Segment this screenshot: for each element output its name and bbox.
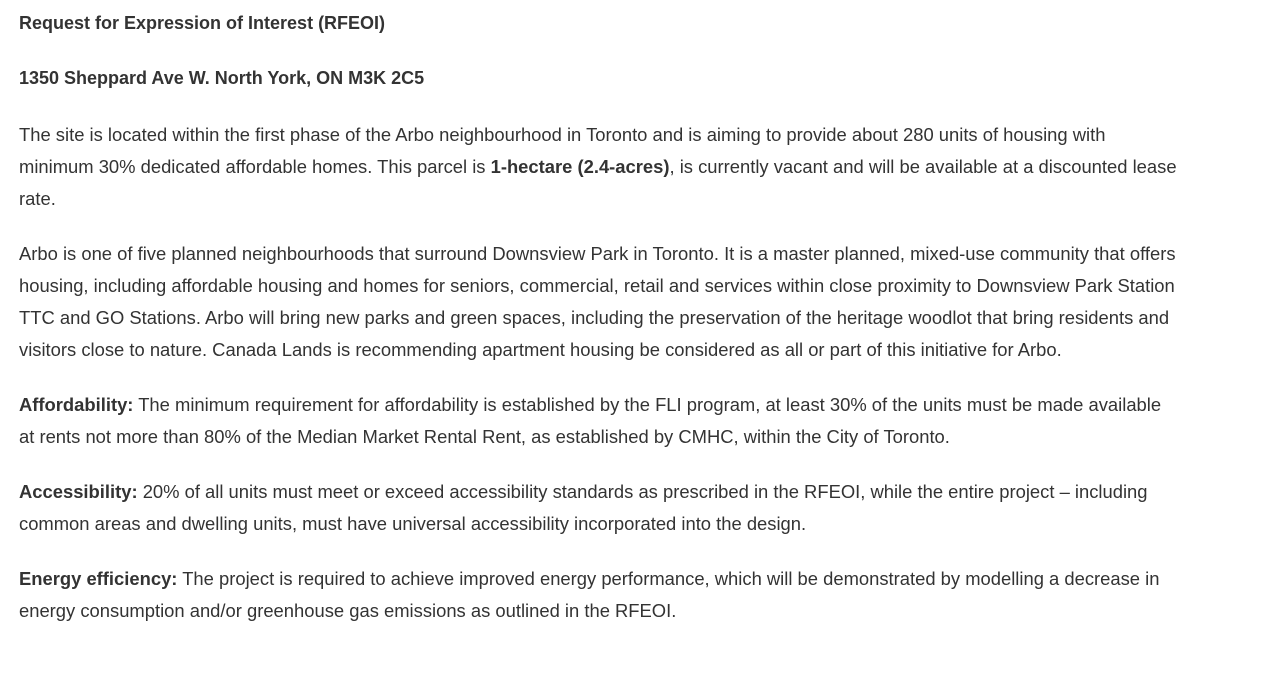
site-address: 1350 Sheppard Ave W. North York, ON M3K 2C5	[19, 68, 425, 88]
affordability-paragraph	[19, 389, 1179, 453]
parcel-size: 1-hectare (2.4-acres)	[490, 156, 670, 177]
energy-text: The project is required to achieve improved energy performance, which will be demonstrated by modelling a decrease in energy consumption and/or greenhouse gas emissions as outlined in the RFEOI.	[19, 568, 1160, 621]
intro-text-start: The site is located within the first phase of the Arbo neighbourhood in Toronto and is aiming to provide about 280 units of housing with minimum 30% dedicated affordable homes. This parcel is	[19, 124, 1106, 177]
accessibility-paragraph	[19, 476, 1179, 540]
document-body	[19, 9, 1179, 650]
page-title: Request for Expression of Interest (RFEOI)	[19, 13, 386, 33]
accessibility-label: Accessibility:	[19, 481, 138, 502]
intro-text-end: , is currently vacant and will be available at a discounted lease rate.	[19, 156, 1177, 209]
accessibility-text: 20% of all units must meet or exceed accessibility standards as prescribed in the RFEOI, while the entire project – including common areas and dwelling units, must have universal accessibility incorporated into the design.	[19, 481, 1148, 534]
affordability-text: The minimum requirement for affordability is established by the FLI program, at least 30% of the units must be made available at rents not more than 80% of the Median Market Rental Rent, as established by CMHC, within the City of Toronto.	[19, 394, 1162, 447]
intro-paragraph	[19, 119, 1179, 215]
energy-paragraph	[19, 563, 1179, 627]
arbo-paragraph: Arbo is one of five planned neighbourhoods that surround Downsview Park in Toronto. It is a master planned, mixed-use community that offers housing, including affordable housing and homes for seniors, commercial, retail and services within close proximity to Downsview Park Station TTC and GO Stations. Arbo will bring new parks and green spaces, including the preservation of the heritage woodlot that bring residents and visitors close to nature. Canada Lands is recommending apartment housing be considered as all or part of this initiative for Arbo.	[19, 243, 1176, 360]
affordability-label: Affordability:	[19, 394, 134, 415]
energy-label: Energy efficiency:	[19, 568, 178, 589]
